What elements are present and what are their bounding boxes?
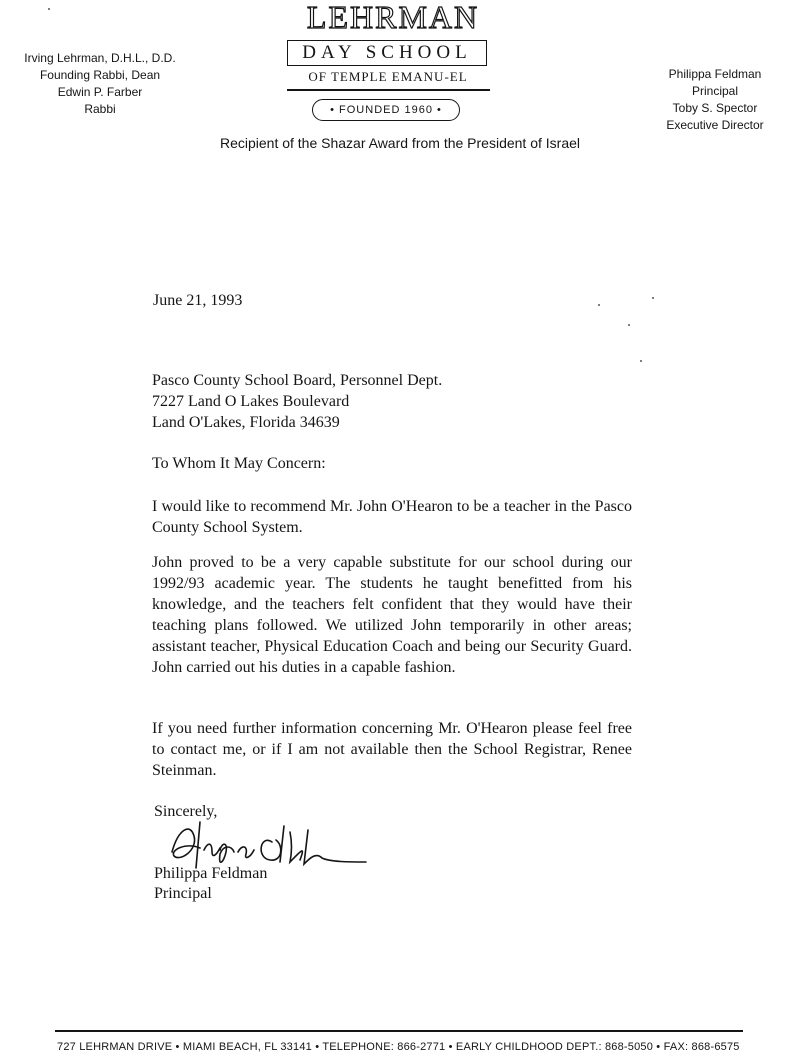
staff-line: Irving Lehrman, D.H.L., D.D. [24,51,176,65]
paragraph-2: John proved to be a very capable substitute for our school during our 1992/93 academic year. The students he taught benefitted from his knowledge, and the teachers felt confident that they would have their teaching plans followed. We utilized John temporarily in other areas; assistant teacher, Physical Education Coach and being our Security Guard. John carried out his duties in a capable fashion. [152,554,632,676]
recipient-address [152,370,442,433]
founded-badge: • FOUNDED 1960 • [312,99,460,121]
left-staff-list [10,50,190,118]
scan-speck [628,324,630,326]
scan-speck [640,360,642,362]
staff-line: Toby S. Spector [672,101,758,115]
address-line: Land O'Lakes, Florida 34639 [152,414,340,431]
signer-block [154,864,267,904]
award-line: Recipient of the Shazar Award from the President of Israel [219,135,581,151]
scan-speck [598,304,600,306]
staff-line: Founding Rabbi, Dean [39,68,161,82]
scan-speck [48,8,50,10]
school-type: DAY SCHOOL [287,40,487,66]
address-line: 7227 Land O Lakes Boulevard [152,393,350,410]
closing: Sincerely, [154,803,218,820]
paragraph-1: I would like to recommend Mr. John O'Hearon to be a teacher in the Pasco County School System. [152,498,632,536]
footer-divider [55,1030,743,1032]
school-name: LEHRMAN [306,0,480,35]
letter-date: June 21, 1993 [153,292,243,309]
footer-contact: 727 LEHRMAN DRIVE • MIAMI BEACH, FL 33141 • TELEPHONE: 866-2771 • EARLY CHILDHOOD DEPT.: 868-5050 • FAX: 868-6575 [57,1041,740,1053]
temple-name: OF TEMPLE EMANU-EL [308,69,468,84]
staff-line: Philippa Feldman [668,67,762,81]
signer-name: Philippa Feldman [154,865,268,882]
staff-line: Executive Director [666,118,764,132]
address-line: Pasco County School Board, Personnel Dept. [152,372,443,389]
paragraph-3: If you need further information concerning Mr. O'Hearon please feel free to contact me, or if I am not available then the School Registrar, Renee Steinman. [152,720,632,779]
scan-speck [652,297,654,299]
staff-line: Rabbi [84,102,116,116]
salutation: To Whom It May Concern: [152,455,326,472]
staff-line: Edwin P. Farber [57,85,143,99]
staff-line: Principal [691,84,739,98]
signer-title: Principal [154,885,212,902]
letterhead-divider [287,89,490,91]
right-staff-list [640,66,790,134]
